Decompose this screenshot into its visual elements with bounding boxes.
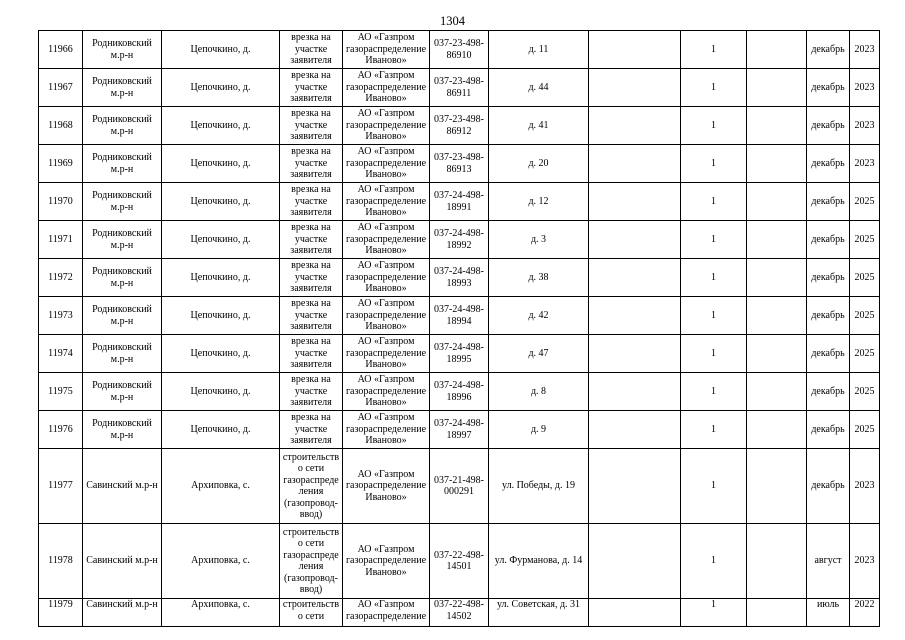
connection-type-cell: врезка на участке заявителя (280, 297, 343, 335)
organization-cell: АО «Газпром газораспределение Иваново» (343, 31, 430, 69)
year-cell: 2025 (850, 183, 880, 221)
empty-cell (747, 221, 807, 259)
month-cell: декабрь (807, 31, 850, 69)
row-number: 11969 (39, 145, 83, 183)
year-cell: 2023 (850, 69, 880, 107)
object-id-cell: 037-24-498-18997 (430, 411, 489, 449)
empty-cell (589, 69, 681, 107)
connection-type-cell: строительство сети (280, 599, 343, 627)
empty-cell (589, 221, 681, 259)
address-cell: ул. Победы, д. 19 (489, 449, 589, 524)
year-cell: 2022 (850, 599, 880, 627)
connection-type-cell: врезка на участке заявителя (280, 107, 343, 145)
address-cell: д. 11 (489, 31, 589, 69)
row-number: 11970 (39, 183, 83, 221)
empty-cell (747, 69, 807, 107)
empty-cell (589, 297, 681, 335)
month-cell: декабрь (807, 411, 850, 449)
district-cell: Родниковский м.р-н (83, 335, 162, 373)
empty-cell (589, 335, 681, 373)
empty-cell (747, 297, 807, 335)
month-cell: декабрь (807, 221, 850, 259)
settlement-cell: Цепочкино, д. (162, 31, 280, 69)
empty-cell (747, 449, 807, 524)
district-cell: Родниковский м.р-н (83, 31, 162, 69)
object-id-cell: 037-23-498-86911 (430, 69, 489, 107)
year-cell: 2025 (850, 411, 880, 449)
connection-type-cell: врезка на участке заявителя (280, 183, 343, 221)
empty-cell (589, 599, 681, 627)
table-row (39, 69, 880, 107)
settlement-cell: Цепочкино, д. (162, 335, 280, 373)
settlement-cell: Цепочкино, д. (162, 259, 280, 297)
settlement-cell: Цепочкино, д. (162, 69, 280, 107)
year-cell: 2025 (850, 373, 880, 411)
page-number: 1304 (440, 14, 465, 28)
empty-cell (589, 411, 681, 449)
row-number: 11971 (39, 221, 83, 259)
month-cell: декабрь (807, 107, 850, 145)
table-row (39, 524, 880, 599)
count-cell: 1 (681, 107, 747, 145)
month-cell: август (807, 524, 850, 599)
settlement-cell: Цепочкино, д. (162, 145, 280, 183)
month-cell: декабрь (807, 373, 850, 411)
organization-cell: АО «Газпром газораспределение Иваново» (343, 183, 430, 221)
empty-cell (747, 107, 807, 145)
row-number: 11979 (39, 599, 83, 627)
address-cell: д. 38 (489, 259, 589, 297)
count-cell: 1 (681, 31, 747, 69)
year-cell: 2025 (850, 221, 880, 259)
year-cell: 2025 (850, 259, 880, 297)
table-row (39, 107, 880, 145)
settlement-cell: Архиповка, с. (162, 599, 280, 627)
count-cell: 1 (681, 449, 747, 524)
year-cell: 2023 (850, 145, 880, 183)
count-cell: 1 (681, 183, 747, 221)
connection-type-cell: врезка на участке заявителя (280, 221, 343, 259)
row-number: 11977 (39, 449, 83, 524)
month-cell: декабрь (807, 297, 850, 335)
row-number: 11976 (39, 411, 83, 449)
object-id-cell: 037-24-498-18996 (430, 373, 489, 411)
table-row (39, 221, 880, 259)
address-cell: ул. Советская, д. 31 (489, 599, 589, 627)
table-row (39, 31, 880, 69)
address-cell: д. 8 (489, 373, 589, 411)
year-cell: 2023 (850, 449, 880, 524)
address-cell: д. 42 (489, 297, 589, 335)
count-cell: 1 (681, 221, 747, 259)
empty-cell (589, 449, 681, 524)
table-row (39, 259, 880, 297)
district-cell: Родниковский м.р-н (83, 145, 162, 183)
settlement-cell: Цепочкино, д. (162, 373, 280, 411)
district-cell: Родниковский м.р-н (83, 373, 162, 411)
row-number: 11967 (39, 69, 83, 107)
district-cell: Савинский м.р-н (83, 449, 162, 524)
district-cell: Родниковский м.р-н (83, 411, 162, 449)
month-cell: декабрь (807, 145, 850, 183)
empty-cell (589, 31, 681, 69)
connection-type-cell: врезка на участке заявителя (280, 259, 343, 297)
settlement-cell: Цепочкино, д. (162, 183, 280, 221)
object-id-cell: 037-21-498-000291 (430, 449, 489, 524)
address-cell: д. 9 (489, 411, 589, 449)
settlement-cell: Цепочкино, д. (162, 411, 280, 449)
empty-cell (747, 373, 807, 411)
object-id-cell: 037-22-498-14501 (430, 524, 489, 599)
object-id-cell: 037-24-498-18994 (430, 297, 489, 335)
connection-type-cell: строительство сети газораспределения (газопровод-ввод) (280, 524, 343, 599)
month-cell: декабрь (807, 335, 850, 373)
year-cell: 2023 (850, 524, 880, 599)
row-number: 11975 (39, 373, 83, 411)
district-cell: Родниковский м.р-н (83, 221, 162, 259)
object-id-cell: 037-23-498-86910 (430, 31, 489, 69)
empty-cell (589, 145, 681, 183)
table-row (39, 335, 880, 373)
district-cell: Родниковский м.р-н (83, 69, 162, 107)
empty-cell (747, 31, 807, 69)
object-id-cell: 037-24-498-18993 (430, 259, 489, 297)
address-cell: д. 3 (489, 221, 589, 259)
district-cell: Савинский м.р-н (83, 524, 162, 599)
table-row (39, 411, 880, 449)
empty-cell (589, 373, 681, 411)
empty-cell (589, 259, 681, 297)
table-row (39, 599, 880, 627)
empty-cell (747, 259, 807, 297)
count-cell: 1 (681, 373, 747, 411)
empty-cell (747, 411, 807, 449)
table-row (39, 373, 880, 411)
table-row (39, 297, 880, 335)
table-row (39, 145, 880, 183)
settlement-cell: Цепочкино, д. (162, 221, 280, 259)
count-cell: 1 (681, 599, 747, 627)
organization-cell: АО «Газпром газораспределение Иваново» (343, 524, 430, 599)
row-number: 11974 (39, 335, 83, 373)
year-cell: 2023 (850, 31, 880, 69)
empty-cell (747, 599, 807, 627)
settlement-cell: Архиповка, с. (162, 449, 280, 524)
connection-type-cell: врезка на участке заявителя (280, 411, 343, 449)
table-body (39, 31, 880, 627)
settlement-cell: Архиповка, с. (162, 524, 280, 599)
object-id-cell: 037-24-498-18991 (430, 183, 489, 221)
table-row (39, 183, 880, 221)
address-cell: д. 20 (489, 145, 589, 183)
month-cell: декабрь (807, 183, 850, 221)
count-cell: 1 (681, 259, 747, 297)
object-id-cell: 037-24-498-18995 (430, 335, 489, 373)
connection-type-cell: врезка на участке заявителя (280, 31, 343, 69)
district-cell: Савинский м.р-н (83, 599, 162, 627)
connection-type-cell: врезка на участке заявителя (280, 335, 343, 373)
district-cell: Родниковский м.р-н (83, 107, 162, 145)
count-cell: 1 (681, 411, 747, 449)
organization-cell: АО «Газпром газораспределение Иваново» (343, 69, 430, 107)
object-id-cell: 037-24-498-18992 (430, 221, 489, 259)
count-cell: 1 (681, 69, 747, 107)
organization-cell: АО «Газпром газораспределение (343, 599, 430, 627)
address-cell: д. 44 (489, 69, 589, 107)
count-cell: 1 (681, 145, 747, 183)
organization-cell: АО «Газпром газораспределение Иваново» (343, 145, 430, 183)
month-cell: декабрь (807, 449, 850, 524)
organization-cell: АО «Газпром газораспределение Иваново» (343, 335, 430, 373)
empty-cell (747, 524, 807, 599)
district-cell: Родниковский м.р-н (83, 297, 162, 335)
row-number: 11968 (39, 107, 83, 145)
row-number: 11973 (39, 297, 83, 335)
address-cell: д. 47 (489, 335, 589, 373)
connection-type-cell: врезка на участке заявителя (280, 145, 343, 183)
count-cell: 1 (681, 524, 747, 599)
organization-cell: АО «Газпром газораспределение Иваново» (343, 107, 430, 145)
connection-type-cell: врезка на участке заявителя (280, 373, 343, 411)
row-number: 11972 (39, 259, 83, 297)
month-cell: декабрь (807, 259, 850, 297)
object-id-cell: 037-23-498-86913 (430, 145, 489, 183)
registry-table (38, 30, 880, 627)
month-cell: декабрь (807, 69, 850, 107)
empty-cell (747, 335, 807, 373)
organization-cell: АО «Газпром газораспределение Иваново» (343, 221, 430, 259)
month-cell: июль (807, 599, 850, 627)
object-id-cell: 037-22-498-14502 (430, 599, 489, 627)
organization-cell: АО «Газпром газораспределение Иваново» (343, 449, 430, 524)
district-cell: Родниковский м.р-н (83, 259, 162, 297)
row-number: 11978 (39, 524, 83, 599)
address-cell: д. 12 (489, 183, 589, 221)
row-number: 11966 (39, 31, 83, 69)
empty-cell (747, 145, 807, 183)
empty-cell (589, 107, 681, 145)
year-cell: 2023 (850, 107, 880, 145)
district-cell: Родниковский м.р-н (83, 183, 162, 221)
organization-cell: АО «Газпром газораспределение Иваново» (343, 259, 430, 297)
settlement-cell: Цепочкино, д. (162, 107, 280, 145)
organization-cell: АО «Газпром газораспределение Иваново» (343, 411, 430, 449)
table-row (39, 449, 880, 524)
organization-cell: АО «Газпром газораспределение Иваново» (343, 373, 430, 411)
year-cell: 2025 (850, 297, 880, 335)
settlement-cell: Цепочкино, д. (162, 297, 280, 335)
count-cell: 1 (681, 297, 747, 335)
address-cell: ул. Фурманова, д. 14 (489, 524, 589, 599)
count-cell: 1 (681, 335, 747, 373)
empty-cell (747, 183, 807, 221)
object-id-cell: 037-23-498-86912 (430, 107, 489, 145)
connection-type-cell: строительство сети газораспределения (газопровод-ввод) (280, 449, 343, 524)
connection-type-cell: врезка на участке заявителя (280, 69, 343, 107)
address-cell: д. 41 (489, 107, 589, 145)
empty-cell (589, 183, 681, 221)
organization-cell: АО «Газпром газораспределение Иваново» (343, 297, 430, 335)
year-cell: 2025 (850, 335, 880, 373)
empty-cell (589, 524, 681, 599)
